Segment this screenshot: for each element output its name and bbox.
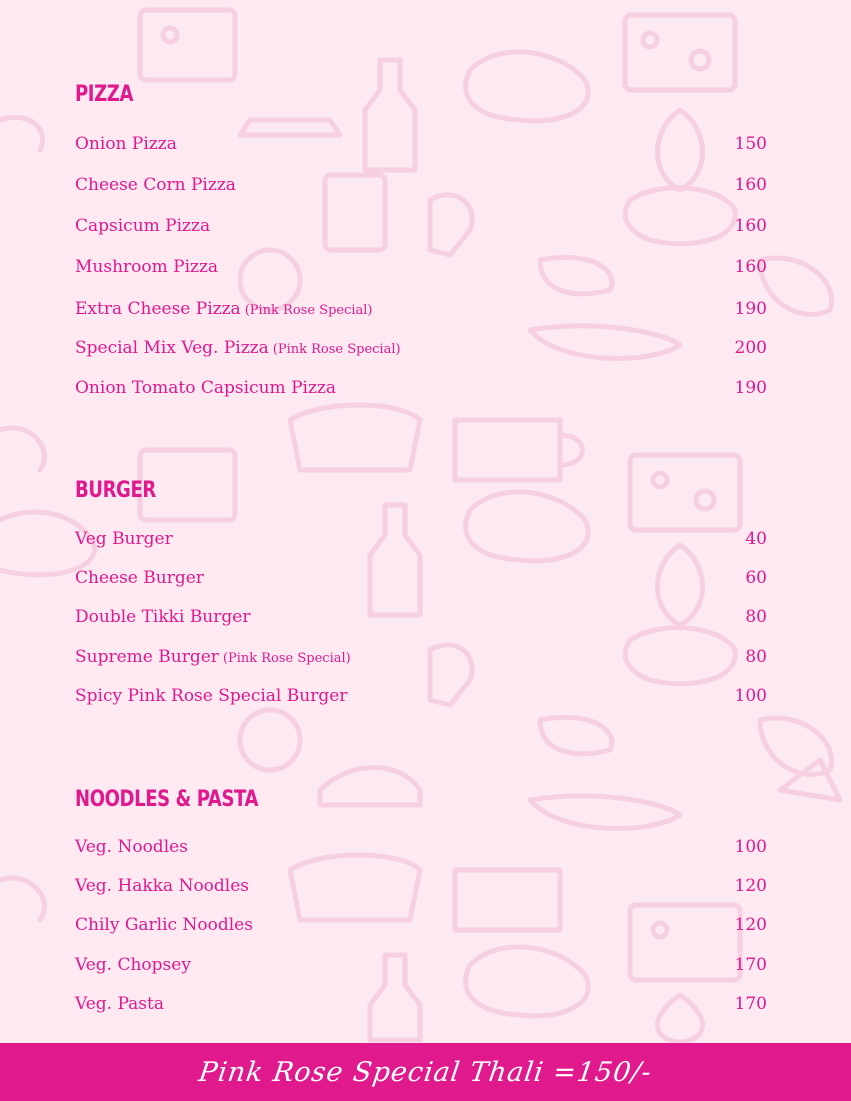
item-name: Veg. Chopsey — [75, 955, 191, 975]
menu-item — [75, 297, 767, 321]
item-name: Onion Pizza — [75, 134, 177, 154]
item-note: (Pink Rose Special) — [244, 303, 373, 318]
item-price: 100 — [734, 837, 767, 857]
item-name: Supreme Burger — [75, 647, 219, 667]
menu-item — [75, 913, 767, 937]
menu-item — [75, 645, 767, 669]
item-price: 160 — [734, 257, 767, 277]
item-name: Cheese Burger — [75, 568, 204, 588]
menu-item — [75, 527, 767, 551]
item-name: Veg. Noodles — [75, 837, 188, 857]
item-name: Mushroom Pizza — [75, 257, 219, 277]
item-price: 200 — [734, 338, 767, 358]
item-price: 170 — [734, 994, 767, 1014]
menu-item — [75, 173, 767, 197]
item-name: Capsicum Pizza — [75, 216, 211, 236]
menu-item — [75, 132, 767, 156]
item-price: 160 — [734, 216, 767, 236]
item-price: 100 — [734, 686, 767, 706]
item-price: 160 — [734, 175, 767, 195]
item-price: 40 — [745, 529, 767, 549]
item-name: Veg. Pasta — [75, 994, 164, 1014]
footer-banner — [0, 1043, 851, 1101]
item-price: 60 — [745, 568, 767, 588]
section-title-pizza: PIZZA — [75, 82, 134, 107]
menu-item — [75, 992, 767, 1016]
menu-item — [75, 214, 767, 238]
menu-item — [75, 835, 767, 859]
menu-item — [75, 874, 767, 898]
item-price: 150 — [734, 134, 767, 154]
menu-item — [75, 566, 767, 590]
item-name: Extra Cheese Pizza — [75, 299, 241, 319]
section-title-burger: BURGER — [75, 478, 156, 503]
item-name: Double Tikki Burger — [75, 607, 251, 627]
item-note: (Pink Rose Special) — [222, 651, 351, 666]
item-name: Special Mix Veg. Pizza — [75, 338, 269, 358]
item-name: Spicy Pink Rose Special Burger — [75, 686, 348, 706]
item-name: Cheese Corn Pizza — [75, 175, 236, 195]
item-note: (Pink Rose Special) — [272, 342, 401, 357]
menu-item — [75, 376, 767, 400]
item-name: Veg Burger — [75, 529, 173, 549]
item-price: 190 — [734, 299, 767, 319]
item-price: 120 — [734, 876, 767, 896]
item-price: 80 — [745, 647, 767, 667]
menu-item — [75, 336, 767, 360]
menu-item — [75, 684, 767, 708]
item-price: 120 — [734, 915, 767, 935]
menu-item — [75, 255, 767, 279]
section-title-noodles-pasta: NOODLES & PASTA — [75, 787, 259, 812]
item-price: 190 — [734, 378, 767, 398]
item-name: Chily Garlic Noodles — [75, 915, 253, 935]
item-name: Veg. Hakka Noodles — [75, 876, 250, 896]
item-price: 170 — [734, 955, 767, 975]
menu-item — [75, 605, 767, 629]
menu-item — [75, 953, 767, 977]
item-name: Onion Tomato Capsicum Pizza — [75, 378, 336, 398]
item-price: 80 — [745, 607, 767, 627]
footer-special-thali-text: Pink Rose Special Thali =150/- — [196, 1056, 655, 1088]
